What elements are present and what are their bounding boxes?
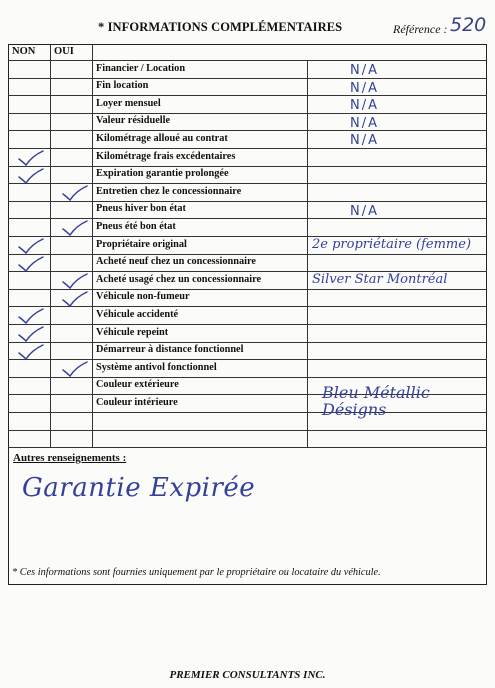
handwritten-note: 2e propriétaire (femme) [312,237,472,252]
checkmark-icon [60,360,90,378]
row-label: Entretien chez le concessionnaire [96,185,242,197]
handwritten-note: N/A [350,115,379,131]
row-label: Propriétaire original [96,238,187,250]
autres-renseignements-label: Autres renseignements : [13,452,127,464]
row-rule [8,95,487,96]
row-label: Acheté neuf chez un concessionnaire [96,256,256,268]
row-label: Couleur extérieure [96,379,179,391]
row-rule [8,130,487,131]
handwritten-note: N/A [350,203,379,219]
row-label: Véhicule non-fumeur [96,291,190,303]
checkmark-icon [60,290,90,308]
form-title: * INFORMATIONS COMPLÉMENTAIRES [98,20,343,34]
row-label: Loyer mensuel [96,97,161,109]
row-label: Valeur résiduelle [96,115,171,127]
row-rule [8,148,487,149]
col-header-oui: OUI [54,46,74,57]
col-rule-oui-label [92,44,93,447]
handwritten-note: N/A [350,98,379,114]
row-rule [8,342,487,343]
row-label: Acheté usagé chez un concessionnaire [96,273,262,285]
col-rule-non-oui [50,44,51,447]
row-rule [8,254,487,255]
checkmark-icon [16,255,46,273]
header-rule [8,60,487,61]
checkmark-icon [16,325,46,343]
row-rule [8,430,487,431]
col-rule-label-note [307,60,308,447]
col-header-non: NON [12,46,36,57]
row-label: Financier / Location [96,62,186,74]
row-rule [8,78,487,79]
autres-renseignements-value: Garantie Expirée [22,473,256,503]
row-label: Pneus hiver bon état [96,203,186,215]
footnote: * Ces informations sont fournies uniquement par le propriétaire ou locataire du véhicule. [12,567,381,578]
row-label: Kilométrage alloué au contrat [96,132,228,144]
row-rule [8,324,487,325]
handwritten-note: Silver Star Montréal [312,272,448,288]
checklist-frame [8,44,487,585]
handwritten-note: N/A [350,80,379,96]
checkmark-icon [60,272,90,290]
company-name: PREMIER CONSULTANTS INC. [169,669,326,681]
section-divider [8,447,487,448]
handwritten-note: Désigns [322,400,387,420]
checkmark-icon [60,184,90,202]
row-label: Démarreur à distance fonctionnel [96,344,244,356]
checkmark-icon [16,307,46,325]
row-label: Fin location [96,80,149,92]
reference-value: 520 [450,14,487,36]
handwritten-note: N/A [350,63,379,78]
row-label: Système antivol fonctionnel [96,361,217,373]
row-label: Expiration garantie prolongée [96,168,229,180]
row-label: Couleur intérieure [96,396,178,408]
checkmark-icon [16,237,46,255]
row-label: Pneus été bon état [96,220,176,232]
row-rule [8,412,487,413]
checkmark-icon [60,219,90,237]
handwritten-note: Bleu Métallic [322,382,430,402]
row-label: Véhicule repeint [96,326,169,338]
reference-label: Référence : [393,22,448,36]
checkmark-icon [16,343,46,361]
handwritten-note: N/A [350,133,379,149]
checkmark-icon [16,149,46,167]
checkmark-icon [16,167,46,185]
row-label: Véhicule accidenté [96,308,179,320]
row-rule [8,113,487,114]
row-rule [8,166,487,167]
row-label: Kilométrage frais excédentaires [96,150,236,162]
